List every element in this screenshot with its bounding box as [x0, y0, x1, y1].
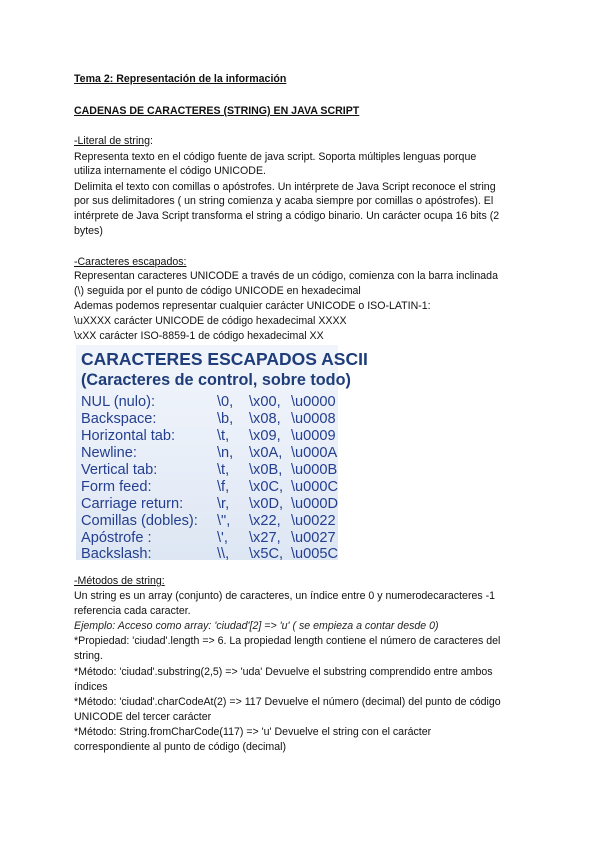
methods-item: *Método: 'ciudad'.charCodeAt(2) => 117 Devuelve el número (decimal) del punto de código: [74, 696, 501, 708]
row-hex: \x0B,: [249, 462, 283, 478]
row-escape: \n,: [217, 445, 234, 461]
row-unicode: \u0009: [291, 428, 336, 444]
literal-heading: [74, 135, 153, 148]
methods-item: string.: [74, 650, 103, 662]
row-name: Horizontal tab:: [81, 428, 176, 444]
methods-heading: -Métodos de string:: [74, 575, 165, 587]
escapes-line: \uXXXX carácter UNICODE de código hexadecimal XXXX: [74, 315, 347, 327]
ascii-table-subtitle: (Caracteres de control, sobre todo): [81, 371, 351, 389]
row-hex: \x00,: [249, 394, 281, 410]
row-name: Form feed:: [81, 479, 152, 495]
row-unicode: \u000A: [291, 445, 338, 461]
literal-heading-colon: :: [149, 135, 153, 147]
escapes-line: (\) seguida por el punto de código UNICODE en hexadecimal: [74, 285, 361, 297]
methods-item: *Método: 'ciudad'.substring(2,5) => 'uda' Devuelve el substring comprendido entre ambos: [74, 666, 493, 678]
row-escape: \f,: [217, 479, 230, 495]
escapes-heading: -Caracteres escapados:: [74, 256, 187, 268]
row-hex: \x0D,: [249, 496, 284, 512]
literal-line: por sus delimitadores ( un string comienza y acaba siempre por comillas o apóstrofes). El: [74, 195, 494, 207]
row-unicode: \u000D: [291, 496, 339, 512]
row-name: Comillas (dobles):: [81, 513, 198, 529]
section-title: CADENAS DE CARACTERES (STRING) EN JAVA SCRIPT: [74, 105, 360, 117]
ascii-escapes-table: [76, 345, 368, 562]
row-hex: \x27,: [249, 530, 281, 546]
topic-title: Tema 2: Representación de la información: [74, 73, 287, 85]
methods-line: referencia cada caracter.: [74, 605, 191, 617]
methods-line: Un string es un array (conjunto) de caracteres, un índice entre 0 y numerodecaracteres -1: [74, 590, 496, 602]
row-unicode: \u0008: [291, 411, 336, 427]
row-escape: \b,: [217, 411, 234, 427]
row-name: Backslash:: [81, 546, 152, 562]
row-escape: \r,: [217, 496, 230, 512]
row-escape: \\,: [217, 546, 230, 562]
escapes-line: Representan caracteres UNICODE a través de un código, comienza con la barra inclinada: [74, 270, 498, 282]
row-name: Apóstrofe :: [81, 530, 152, 546]
row-escape: \0,: [217, 394, 234, 410]
methods-item: *Propiedad: 'ciudad'.length => 6. La propiedad length contiene el número de caracteres del: [74, 635, 501, 647]
row-unicode: \u000C: [291, 479, 339, 495]
escapes-line: Ademas podemos representar cualquier carácter UNICODE o ISO-LATIN-1:: [74, 300, 431, 312]
row-hex: \x09,: [249, 428, 281, 444]
row-name: NUL (nulo):: [81, 394, 156, 410]
row-hex: \x5C,: [249, 546, 284, 562]
literal-heading-text: -Literal de string: [74, 135, 150, 147]
escapes-line: \xXX carácter ISO-8859-1 de código hexadecimal XX: [74, 330, 324, 342]
row-name: Vertical tab:: [81, 462, 158, 478]
row-escape: \",: [217, 513, 231, 529]
row-unicode: \u000B: [291, 462, 338, 478]
row-hex: \x0A,: [249, 445, 283, 461]
row-name: Carriage return:: [81, 496, 184, 512]
row-escape: \',: [217, 530, 228, 546]
methods-item: índices: [74, 681, 108, 693]
row-name: Newline:: [81, 445, 137, 461]
literal-line: bytes): [74, 225, 103, 237]
ascii-table-title: CARACTERES ESCAPADOS ASCII: [81, 349, 368, 369]
row-unicode: \u0022: [291, 513, 336, 529]
literal-line: intérprete de Java Script transforma el string a código binario. Un carácter ocupa 16 bits (2: [74, 210, 500, 222]
row-hex: \x0C,: [249, 479, 284, 495]
literal-line: utiliza internamente el código UNICODE.: [74, 165, 266, 177]
row-hex: \x08,: [249, 411, 281, 427]
row-escape: \t,: [217, 428, 230, 444]
methods-item: *Método: String.fromCharCode(117) => 'u' Devuelve el string con el carácter: [74, 726, 432, 738]
row-unicode: \u0000: [291, 394, 336, 410]
row-hex: \x22,: [249, 513, 281, 529]
literal-line: Representa texto en el código fuente de java script. Soporta múltiples lenguas porque: [74, 151, 477, 163]
row-unicode: \u0027: [291, 530, 336, 546]
literal-line: Delimita el texto con comillas o apóstrofes. Un intérprete de Java Script reconoce el string: [74, 181, 496, 193]
methods-item: correspondiente al punto de código (decimal): [74, 741, 287, 753]
methods-example: Ejemplo: Acceso como array: 'ciudad'[2] => 'u' ( se empieza a contar desde 0): [74, 620, 439, 632]
row-name: Backspace:: [81, 411, 157, 427]
row-escape: \t,: [217, 462, 230, 478]
methods-item: UNICODE del tercer carácter: [74, 711, 212, 723]
row-unicode: \u005C: [291, 546, 339, 562]
